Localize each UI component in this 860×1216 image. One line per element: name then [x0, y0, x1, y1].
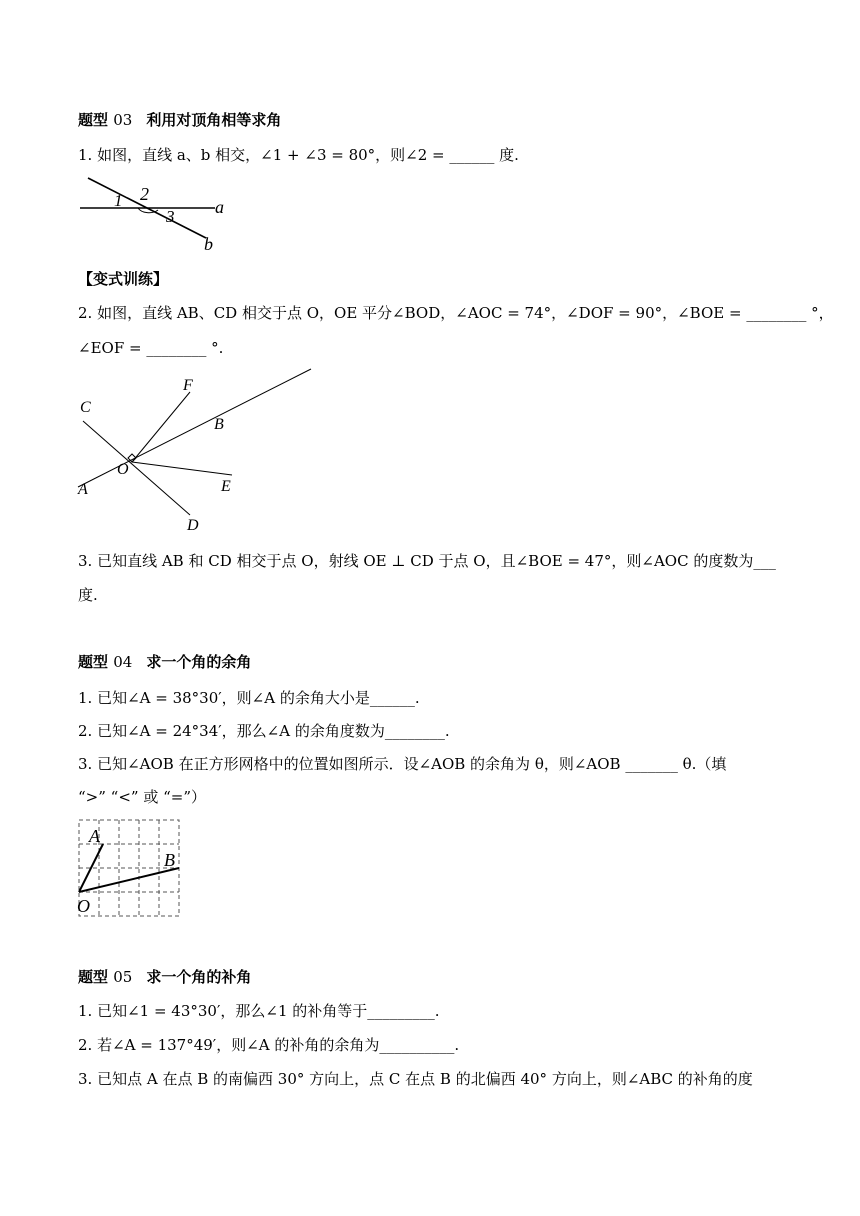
section-05-heading — [78, 966, 251, 988]
variant-training-title: 【变式训练】 — [78, 270, 169, 288]
question-3-line-2: 度. — [78, 586, 98, 604]
point-label-a: A — [78, 481, 88, 498]
point-label-b: B — [164, 850, 175, 870]
question-1-text: 1. 如图，直线 a、b 相交，∠1 + ∠3 = 80°，则∠2 = ______ 度. — [78, 146, 519, 164]
ray-of — [132, 392, 190, 462]
section-04-heading — [78, 651, 251, 673]
section-label — [78, 968, 132, 986]
point-label-a: A — [89, 826, 100, 846]
line-label-a: a — [215, 197, 224, 217]
figure-square-grid-aob — [72, 815, 184, 921]
angle-label-1: 1 — [114, 191, 123, 210]
section-title: 利用对顶角相等求角 — [146, 111, 282, 129]
figure-intersecting-lines-ab — [78, 170, 238, 254]
question-2-line-1: 2. 如图，直线 AB、CD 相交于点 O，OE 平分∠BOD，∠AOC = 74°，∠DOF = 90°，∠BOE = ________ °， — [78, 304, 834, 322]
section-04-question-1: 1. 已知∠A = 38°30′，则∠A 的余角大小是______. — [78, 689, 420, 707]
line-ab — [78, 369, 311, 487]
point-label-c: C — [80, 399, 91, 416]
angle-label-2: 2 — [140, 184, 149, 204]
section-number: 03 — [113, 111, 133, 129]
section-05-question-3: 3. 已知点 A 在点 B 的南偏西 30° 方向上，点 C 在点 B 的北偏西 40° 方向上，则∠ABC 的补角的度 — [78, 1070, 753, 1088]
section-label-text: 题型 — [78, 653, 109, 671]
section-05-question-2: 2. 若∠A = 137°49′，则∠A 的补角的余角为__________. — [78, 1036, 460, 1054]
section-number: 04 — [113, 653, 133, 671]
point-label-f: F — [183, 377, 193, 394]
section-title: 求一个角的余角 — [146, 653, 252, 671]
section-03-heading — [78, 109, 281, 131]
ray-ob — [79, 868, 179, 892]
question-3-line-1: 3. 已知直线 AB 和 CD 相交于点 O，射线 OE ⊥ CD 于点 O，且∠BOE = 47°，则∠AOC 的度数为___ — [78, 552, 776, 570]
section-number: 05 — [113, 968, 133, 986]
section-label — [78, 653, 132, 671]
section-05-question-1: 1. 已知∠1 = 43°30′，那么∠1 的补角等于_________. — [78, 1002, 440, 1020]
point-label-o: O — [77, 896, 90, 916]
figure-lines-ab-cd — [75, 365, 325, 535]
question-2-line-2: ∠EOF = ________ °. — [78, 339, 224, 357]
point-label-o: O — [117, 461, 129, 478]
point-label-e: E — [221, 478, 231, 495]
ray-oe — [132, 462, 232, 475]
line-label-b: b — [204, 234, 213, 254]
section-label-text: 题型 — [78, 968, 109, 986]
section-04-question-3-line-2: “>” “<” 或 “=”） — [78, 788, 207, 806]
section-label — [78, 111, 132, 129]
section-title: 求一个角的补角 — [146, 968, 252, 986]
line-cd — [83, 421, 190, 515]
point-label-b: B — [214, 416, 224, 433]
point-label-d: D — [187, 517, 199, 534]
section-04-question-2: 2. 已知∠A = 24°34′，那么∠A 的余角度数为________. — [78, 722, 450, 740]
angle-label-3: 3 — [166, 207, 175, 226]
section-04-question-3-line-1: 3. 已知∠AOB 在正方形网格中的位置如图所示．设∠AOB 的余角为 θ，则∠AOB _______ θ.（填 — [78, 755, 727, 773]
section-label-text: 题型 — [78, 111, 109, 129]
